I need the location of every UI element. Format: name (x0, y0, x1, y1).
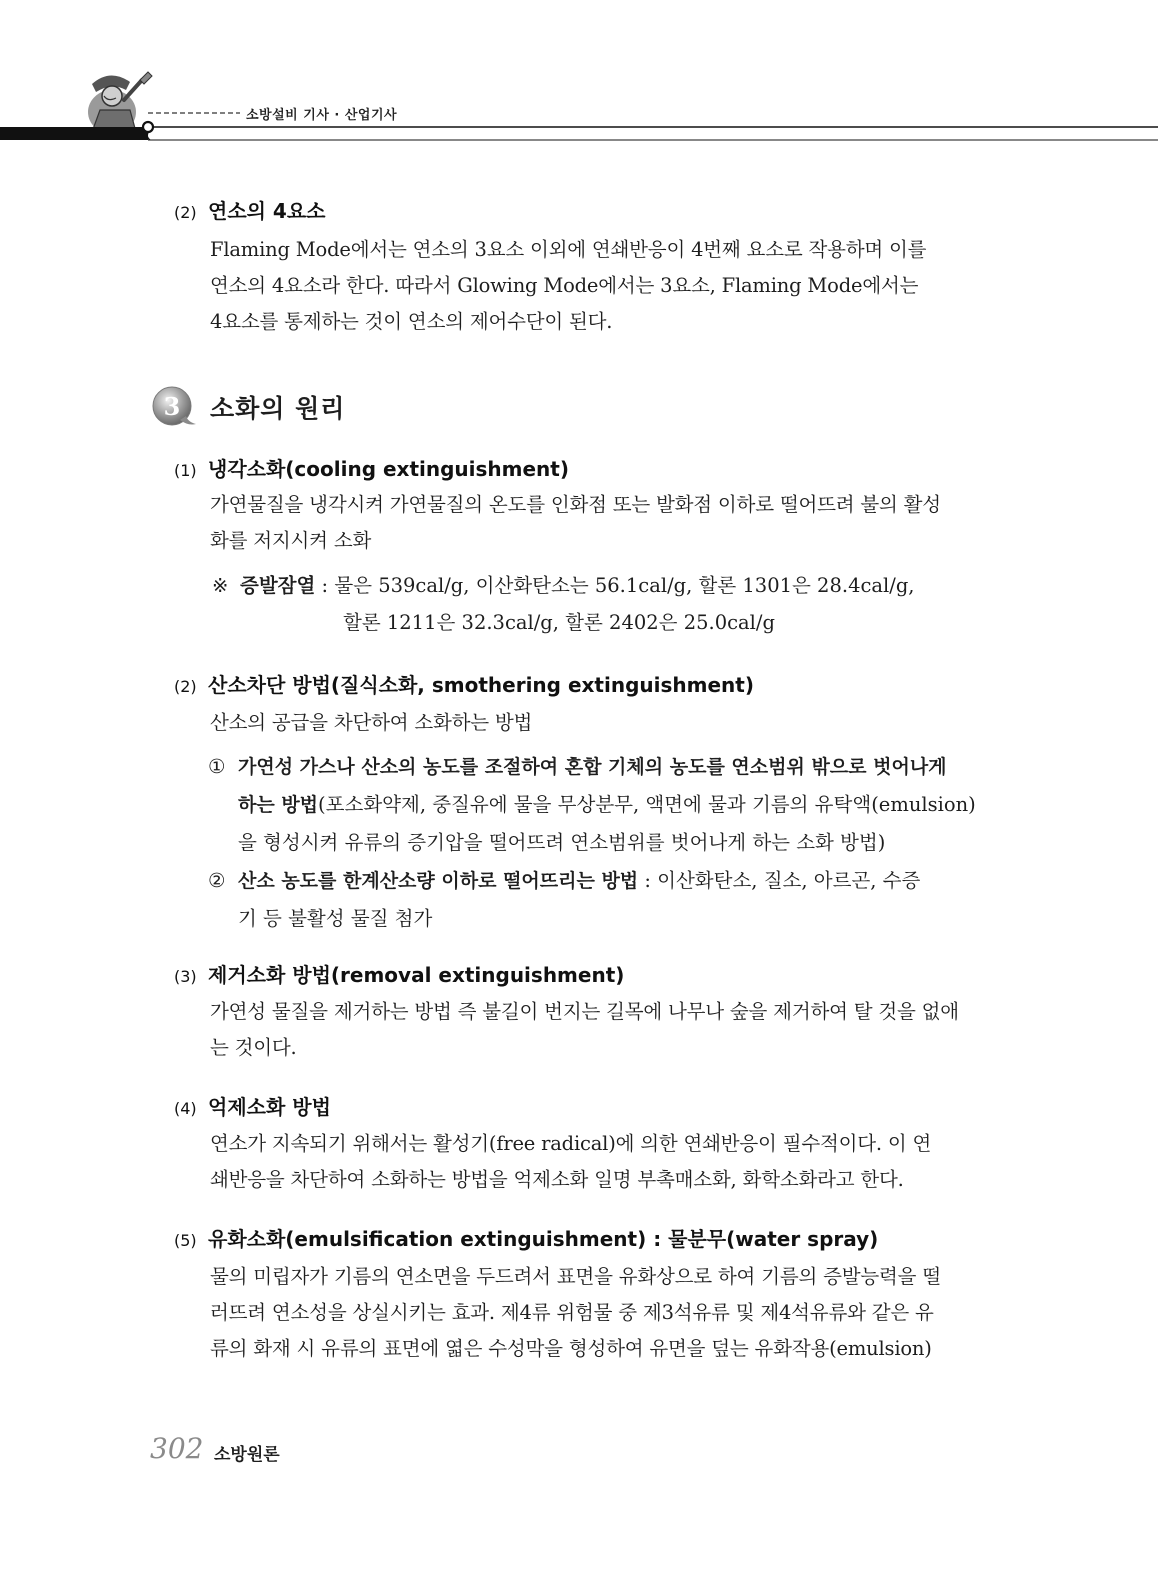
text-line: 러뜨려 연소성을 상실시키는 효과. 제4류 위험물 중 제3석유류 및 제4석유류와 같은 유 (210, 1301, 934, 1324)
subheading-removal (174, 959, 624, 988)
subheading-cooling (174, 453, 569, 482)
item-continuation-2: 을 형성시켜 유류의 증기압을 떨어뜨려 연소범위를 벗어나게 하는 소화 방법) (238, 831, 886, 854)
section-number: 3 (163, 392, 181, 421)
item-marker: ② (208, 869, 226, 892)
paragraph-emulsification (210, 1259, 1008, 1367)
item-lead-2: 하는 방법 (238, 794, 319, 816)
text-line: 가연물질을 냉각시켜 가연물질의 온도를 인화점 또는 발화점 이하로 떨어뜨려 불의 활성 (210, 493, 941, 516)
subheading-number: (5) (174, 1231, 197, 1250)
text-line: 쇄반응을 차단하여 소화하는 방법을 억제소화 일명 부촉매소화, 화학소화라고 한다. (210, 1168, 904, 1191)
subheading-text: 연소의 4요소 (208, 199, 326, 223)
item-rest: : 이산화탄소, 질소, 아르곤, 수증 (638, 869, 921, 892)
note-latent-heat (212, 570, 915, 598)
item-continuation (208, 786, 1008, 824)
section-title: 소화의 원리 (210, 394, 346, 423)
list-item-2 (208, 862, 1008, 938)
item-rest: (포소화약제, 중질유에 물을 무상분무, 액면에 물과 기름의 유탁액(emulsion) (318, 793, 976, 816)
running-header (0, 0, 1158, 160)
paragraph-inhibition (210, 1126, 1008, 1198)
note-mark: ※ (212, 574, 229, 597)
text-line: 화를 저지시켜 소화 (210, 529, 372, 552)
page-number: 302 (150, 1432, 204, 1465)
note-continuation: 할론 1211은 32.3cal/g, 할론 2402은 25.0cal/g (343, 611, 775, 634)
text-line: 연소의 4요소라 한다. 따라서 Glowing Mode에서는 3요소, Flaming Mode에서는 (210, 274, 919, 297)
subheading-text: 냉각소화(cooling extinguishment) (208, 457, 570, 481)
paragraph-cooling (210, 487, 1008, 559)
item-lead: 가연성 가스나 산소의 농도를 조절하여 혼합 기체의 농도를 연소범위 밖으로 벗어나게 (238, 756, 947, 778)
subheading-number: (3) (174, 967, 197, 986)
paragraph-removal (210, 994, 1008, 1066)
subheading-text: 유화소화(emulsification extinguishment) : 물분무(water spray) (208, 1227, 879, 1251)
note-key: 증발잠열 (240, 574, 316, 597)
note-text: : 물은 539cal/g, 이산화탄소는 56.1cal/g, 할론 1301은 28.4cal/g, (315, 574, 915, 597)
subheading-text: 산소차단 방법(질식소화, smothering extinguishment) (208, 673, 754, 697)
list-item-1 (208, 748, 1008, 862)
header-decoration (0, 0, 1158, 160)
text-line: 가연성 물질을 제거하는 방법 즉 불길이 번지는 길목에 나무나 숲을 제거하여 탈 것을 없애 (210, 1000, 959, 1023)
paragraph-smothering-intro (210, 705, 1008, 741)
item-lead: 산소 농도를 한계산소량 이하로 떨어뜨리는 방법 (238, 870, 639, 892)
section-number-badge-icon (150, 384, 198, 432)
text-line: 류의 화재 시 유류의 표면에 엷은 수성막을 형성하여 유면을 덮는 유화작용(emulsion) (210, 1337, 932, 1360)
item-marker: ① (208, 755, 226, 778)
text-line: 4요소를 통제하는 것이 연소의 제어수단이 된다. (210, 310, 613, 333)
subheading-number: (2) (174, 677, 197, 696)
subheading-number: (2) (174, 203, 197, 222)
subheading-number: (4) (174, 1099, 197, 1118)
text-line: 산소의 공급을 차단하여 소화하는 방법 (210, 711, 533, 734)
text-line: 는 것이다. (210, 1036, 297, 1059)
item-continuation: 기 등 불활성 물질 첨가 (238, 907, 433, 930)
subheading-text: 억제소화 방법 (208, 1095, 331, 1119)
running-title: 소방설비 기사 · 산업기사 (246, 108, 398, 123)
subheading-emulsification (174, 1223, 878, 1252)
subheading-four-elements (174, 195, 325, 224)
text-line: 물의 미립자가 기름의 연소면을 두드려서 표면을 유화상으로 하여 기름의 증발능력을 떨 (210, 1265, 941, 1288)
paragraph-four-elements (210, 232, 1008, 340)
subheading-text: 제거소화 방법(removal extinguishment) (208, 963, 625, 987)
subheading-smothering (174, 669, 754, 698)
text-line: Flaming Mode에서는 연소의 3요소 이외에 연쇄반응이 4번째 요소로 작용하며 이를 (210, 238, 927, 261)
text-line: 연소가 지속되기 위해서는 활성기(free radical)에 의한 연쇄반응이 필수적이다. 이 연 (210, 1132, 932, 1155)
subheading-number: (1) (174, 461, 197, 480)
book-title: 소방원론 (214, 1445, 280, 1465)
subheading-inhibition (174, 1091, 331, 1120)
